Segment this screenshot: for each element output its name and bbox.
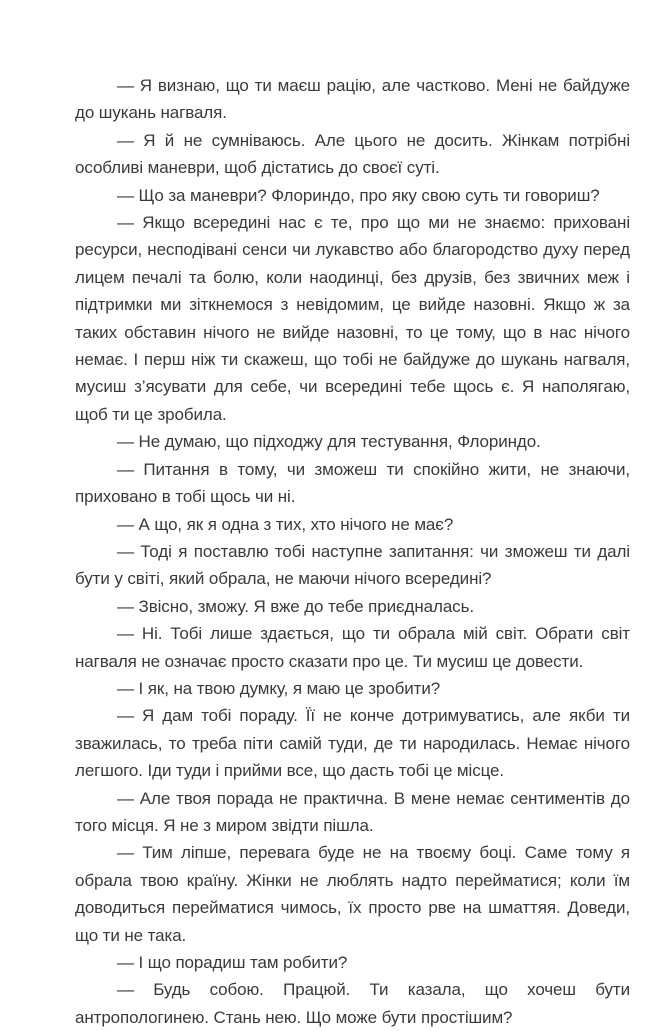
paragraph: — Я дам тобі пораду. Її не конче дотримуватись, але якби ти зважилась, то треба піти самій туди, де ти народилась. Немає нічого легшого. Іди туди і прийми все, що дасть тобі це місце.	[75, 706, 630, 781]
paragraph: — Ні. Тобі лише здається, що ти обрала мій світ. Обрати світ нагваля не означає просто сказати про це. Ти мусиш це довести.	[75, 624, 630, 671]
paragraph: — Але твоя порада не практична. В мене немає сентиментів до того місця. Я не з миром звідти пішла.	[75, 788, 630, 835]
paragraph: — А що, як я одна з тих, хто нічого не має?	[117, 514, 454, 534]
paragraph: — Тим ліпше, перевага буде не на твоєму боці. Саме тому я обрала твою країну. Жінки не люблять надто перейматися; коли їм доводиться перейматися чимось, їх просто рве на шматтяя. Доведи, що ти не така.	[75, 843, 630, 945]
paragraph: — Що за маневри? Флориндо, про яку свою суть ти говориш?	[117, 185, 600, 205]
paragraph: — І як, на твою думку, я маю це зробити?	[117, 678, 441, 698]
paragraph: — Питання в тому, чи зможеш ти спокійно жити, не знаючи, приховано в тобі щось чи ні.	[75, 459, 630, 507]
paragraph: — Я й не сумніваюсь. Але цього не досить. Жінкам потрібні особливі маневри, щоб дістатись до своєї суті.	[75, 130, 630, 178]
paragraph: — Тоді я поставлю тобі наступне запитання: чи зможеш ти далі бути у світі, який обрала, не маючи нічого всередині?	[75, 541, 630, 589]
paragraph: — Я визнаю, що ти маєш рацію, але частково. Мені не байдуже до шукань нагваля.	[75, 76, 630, 123]
paragraph: — Якщо всередині нас є те, про що ми не знаємо: приховані ресурси, несподівані сенси чи лукавство або благородство духу перед лицем печалі та болю, коли наодинці, без друзів, без звичних меж і підтримки ми зіткнемося з невідомим, це вийде назовні. Якщо ж за таких обставин нічого не вийде назовні, то це тому, що в нас нічого немає. І перш ніж ти скажеш, що тобі не байдуже до шукань нагваля, мусиш з’ясувати для себе, чи всередині тебе щось є. Я наполягаю, щоб ти це зробила.	[75, 213, 630, 424]
paragraph: — Не думаю, що підходжу для тестування, Флориндо.	[117, 432, 541, 452]
paragraph: — Будь собою. Працюй. Ти казала, що хочеш бути антропологинею. Стань нею. Що може бути простішим?	[75, 980, 630, 1027]
paragraph: — І що порадиш там робити?	[117, 953, 348, 972]
paragraph: — Звісно, зможу. Я вже до тебе приєдналась.	[117, 596, 474, 616]
page-text	[75, 72, 630, 1031]
